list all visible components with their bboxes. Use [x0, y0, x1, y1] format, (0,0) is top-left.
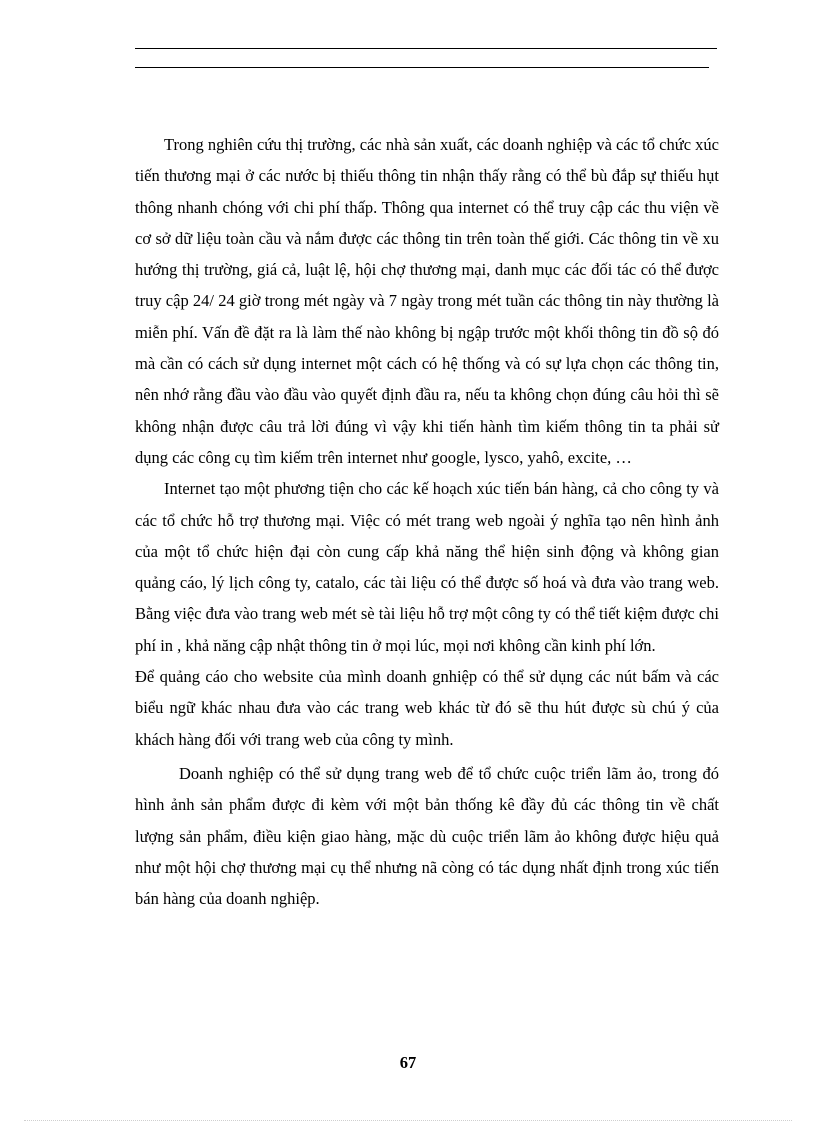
page-edge-divider — [24, 1120, 792, 1121]
header-rule-top — [135, 48, 717, 49]
paragraph-market-research: Trong nghiên cứu thị trường, các nhà sản xuất, các doanh nghiệp và các tổ chức xúc tiến thương mại ở các nước bị thiếu thông tin nhận thấy rằng có thể bù đắp sự thiếu hụt thông nhanh chóng với chi phí thấp. Thông qua internet có thể truy cập các thu viện về cơ sở dữ liệu toàn cầu và nắm được các thông tin trên toàn thế giới. Các thông tin về xu hướng thị trường, giá cả, luật lệ, hội chợ thương mại, danh mục các đối tác có thể được truy cập 24/ 24 giờ trong mét ngày và 7 ngày trong mét tuần các thông tin này thường là miễn phí. Vấn đề đặt ra là làm thế nào không bị ngập trước một khối thông tin đồ sộ đó mà cần có cách sử dụng internet một cách có hệ thống và có sự lựa chọn các thông tin, nên nhớ rằng đầu vào đầu vào quyết định đầu ra, nếu ta không chọn đúng câu hỏi thì sẽ không nhận được câu trả lời đúng vì vậy khi tiến hành tìm kiếm thông tin ta phải sử dụng các công cụ tìm kiếm trên internet như google, lysco, yahô, excite, … — [135, 135, 719, 467]
body-text — [135, 129, 719, 914]
header-rule-bottom — [135, 67, 709, 68]
paragraph-virtual-exhibition: Doanh nghiệp có thể sử dụng trang web để tổ chức cuộc triển lãm ảo, trong đó hình ảnh sản phẩm được đi kèm với một bản thống kê đầy đủ các thông tin về chất lượng sản phẩm, điều kiện giao hàng, mặc dù cuộc triển lãm ảo không được hiệu quả như một hội chợ thương mại cụ thể nhưng nã còng có tác dụng nhất định trong xúc tiến bán hàng của doanh nghiệp. — [135, 763, 719, 909]
paragraph-internet-promotion: Internet tạo một phương tiện cho các kế hoạch xúc tiến bán hàng, cả cho công ty và các tổ chức hỗ trợ thương mại. Việc có mét trang web ngoài ý nghĩa tạo nên hình ảnh của một tổ chức hiện đại còn cung cấp khả năng thể hiện sinh động và không gian quảng cáo, lý lịch công ty, catalo, các tài liệu có thể được số hoá và đưa vào trang web. Bằng việc đưa vào trang web mét sè tài liệu hỗ trợ một công ty có thể tiết kiệm được chi phí in , khả năng cập nhật thông tin ở mọi lúc, mọi nơi không cần kinh phí lớn. — [135, 479, 719, 655]
page-number: 67 — [399, 1053, 417, 1072]
paragraph-website-advertising: Để quảng cáo cho website của mình doanh gnhiệp có thể sử dụng các nút bấm và các biểu ngữ khác nhau đưa vào các trang web khác từ đó sẽ thu hút được sù chú ý của khách hàng đối với trang web của công ty mình. — [135, 667, 719, 749]
